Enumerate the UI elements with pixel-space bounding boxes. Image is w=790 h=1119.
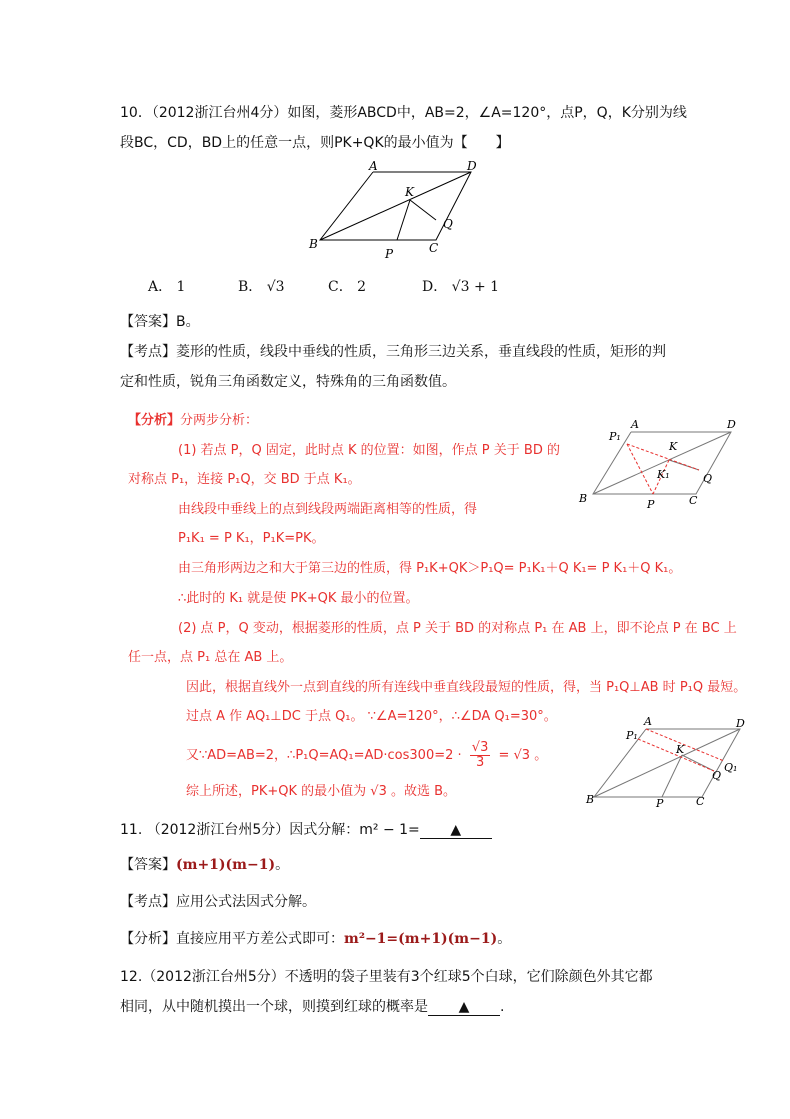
q11-line1 [120,820,492,840]
label-K: K [405,185,414,199]
label-C: C [689,494,698,507]
label-A: A [631,418,639,431]
fraction-num: √3 [471,740,489,755]
label-B: B [579,492,588,505]
label-C: C [696,795,705,808]
answer-blank: ▲ [420,822,492,839]
q10-kaodian-2: 定和性质，锐角三角函数定义，特殊角的三角函数值。 [120,374,456,390]
label-B: B [309,237,318,251]
q10-fx1: (1) 若点 P，Q 固定，此时点 K 的位置：如图，作点 P 关于 BD 的 [178,443,560,458]
fenxi-tag: 【分析】 [128,413,181,428]
label-C: C [429,241,439,255]
q10-fx6: ∴此时的 K₁ 就是使 PK+QK 最小的位置。 [178,591,419,606]
q10-fx3: 由线段中垂线上的点到线段两端距离相等的性质，得 [178,502,478,517]
label-D: D [736,717,745,730]
fx11-a: 又∵AD=AB=2，∴P₁Q=AQ₁=AD·cos300=2 · [186,748,462,763]
label-D: D [727,418,736,431]
q10-answer: 【答案】B。 [120,314,200,330]
label-P: P [656,797,664,809]
label-A: A [369,159,378,173]
fx11-b: = √3 。 [498,748,548,763]
fraction-den: 3 [475,755,485,770]
q12-line2 [120,997,504,1017]
q10-fx7: (2) 点 P，Q 变动，根据菱形的性质，点 P 关于 BD 的对称点 P₁ 在 AB 上，即不论点 P 在 BC 上 [178,621,737,636]
label-P1: P₁ [609,430,621,443]
fenxi-formula: m²−1=(m+1)(m−1) [344,931,498,947]
answer-tag: 【答案】 [120,857,176,873]
fenxi-tag: 【分析】直接应用平方差公式即可： [120,931,344,947]
label-Q1: Q₁ [724,761,738,774]
q11-kaodian: 【考点】应用公式法因式分解。 [120,894,316,910]
option-b: B． √3 [238,279,285,295]
label-Q: Q [443,217,453,231]
option-a: A． 1 [148,279,186,295]
q11-text: 11. （2012浙江台州5分）因式分解：m² − 1= [120,822,420,838]
answer-blank: ▲ [428,999,500,1016]
q12-end: . [500,999,505,1015]
rhombus-figure-1 [305,158,495,263]
label-B: B [586,793,595,806]
label-P1: P₁ [626,729,638,742]
q10-fenxi-head [128,411,258,431]
label-K1: K₁ [657,468,670,481]
label-K: K [676,743,685,756]
option-d: D． √3 + 1 [422,279,500,295]
answer-value: (m+1)(m−1) [176,857,276,873]
q11-fenxi [120,929,511,949]
label-P: P [647,498,655,511]
q10-line1: 10．（2012浙江台州4分）如图，菱形ABCD中，AB=2，∠A=120°，点P，Q，K分别为线 [120,105,687,121]
fenxi-intro: 分两步分析： [180,413,259,428]
q10-fx2: 对称点 P₁，连接 P₁Q，交 BD 于点 K₁。 [128,472,361,487]
q11-answer [120,855,289,875]
fraction [470,741,491,770]
q10-fx8: 任一点，点 P₁ 总在 AB 上。 [128,650,293,665]
answer-end: 。 [275,857,290,873]
q10-kaodian-1: 【考点】菱形的性质，线段中垂线的性质，三角形三边关系，垂直线段的性质，矩形的判 [120,344,666,360]
rhombus-figure-2 [575,412,745,512]
q10-fx5: 由三角形两边之和大于第三边的性质，得 P₁K+QK＞P₁Q= P₁K₁＋Q K₁= P K₁＋Q K₁。 [178,561,682,576]
q10-fx12: 综上所述，PK+QK 的最小值为 √3 。故选 B。 [186,784,457,799]
q12-line1: 12.（2012浙江台州5分）不透明的袋子里装有3个红球5个白球，它们除颜色外其它都 [120,969,653,985]
label-P: P [385,247,394,261]
q10-fx10: 过点 A 作 AQ₁⊥DC 于点 Q₁。 ∵∠A=120°，∴∠DA Q₁=30°。 [186,709,557,724]
q10-fx9: 因此，根据直线外一点到直线的所有连线中垂直线段最短的性质，得，当 P₁Q⊥AB 时 P₁Q 最短。 [186,680,747,695]
option-c: C． 2 [328,279,367,295]
q10-fx4: P₁K₁ = P K₁，P₁K=PK。 [178,531,325,546]
q12-text: 相同，从中随机摸出一个球，则摸到红球的概率是 [120,999,428,1015]
label-Q: Q [712,769,722,782]
label-A: A [644,715,652,728]
rhombus-figure-3 [582,713,752,809]
label-D: D [467,159,477,173]
fenxi-end: 。 [497,931,512,947]
q10-fx11 [186,741,547,770]
label-K: K [669,440,678,453]
label-Q: Q [703,472,713,485]
q10-line2: 段BC，CD，BD上的任意一点，则PK+QK的最小值为【 】 [120,135,510,151]
